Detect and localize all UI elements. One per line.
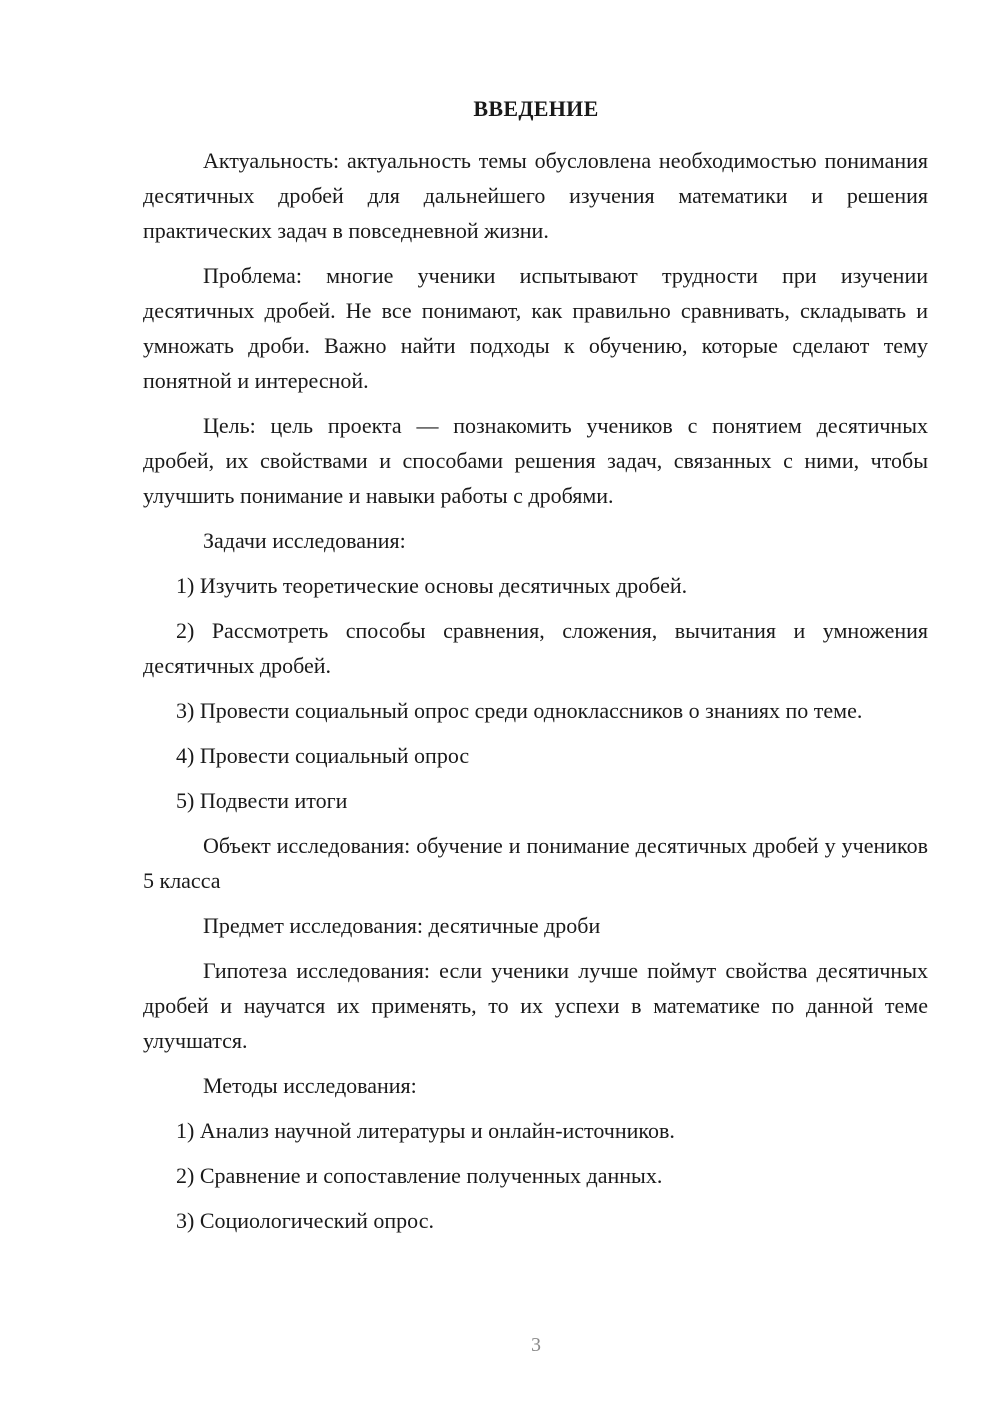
- goal-paragraph: Цель: цель проекта — познакомить учеников с понятием десятичных дробей, их свойствами и способами решения задач, связанных с ними, чтобы улучшить понимание и навыки работы с дробями.: [143, 413, 928, 508]
- subject-paragraph: Предмет исследования: десятичные дроби: [203, 913, 601, 938]
- page-number: 3: [531, 1334, 541, 1356]
- task-item-2: 2) Рассмотреть способы сравнения, сложения, вычитания и умножения десятичных дробей.: [143, 618, 928, 678]
- task-item-3: 3) Провести социальный опрос среди одноклассников о знаниях по теме.: [176, 698, 863, 723]
- task-item-4: 4) Провести социальный опрос: [176, 743, 470, 768]
- hypothesis-paragraph: Гипотеза исследования: если ученики лучше поймут свойства десятичных дробей и научатся их применять, то их успехи в математике по данной теме улучшатся.: [143, 958, 928, 1053]
- task-item-1: 1) Изучить теоретические основы десятичных дробей.: [176, 573, 688, 598]
- method-item-1: 1) Анализ научной литературы и онлайн-источников.: [176, 1118, 675, 1143]
- task-item-5: 5) Подвести итоги: [176, 788, 348, 813]
- object-paragraph: Объект исследования: обучение и понимание десятичных дробей у учеников 5 класса: [143, 833, 928, 893]
- relevance-paragraph: Актуальность: актуальность темы обусловлена необходимостью понимания десятичных дробей для дальнейшего изучения математики и решения практических задач в повседневной жизни.: [143, 148, 928, 243]
- methods-heading: Методы исследования:: [203, 1073, 417, 1098]
- method-item-3: 3) Социологический опрос.: [176, 1208, 434, 1233]
- section-heading: ВВЕДЕНИЕ: [473, 96, 599, 121]
- page-body: [143, 143, 928, 1248]
- problem-paragraph: Проблема: многие ученики испытывают трудности при изучении десятичных дробей. Не все понимают, как правильно сравнивать, складывать и умножать дроби. Важно найти подходы к обучению, которые сделают тему понятной и интересной.: [143, 263, 928, 393]
- method-item-2: 2) Сравнение и сопоставление полученных данных.: [176, 1163, 663, 1188]
- tasks-heading: Задачи исследования:: [203, 528, 406, 553]
